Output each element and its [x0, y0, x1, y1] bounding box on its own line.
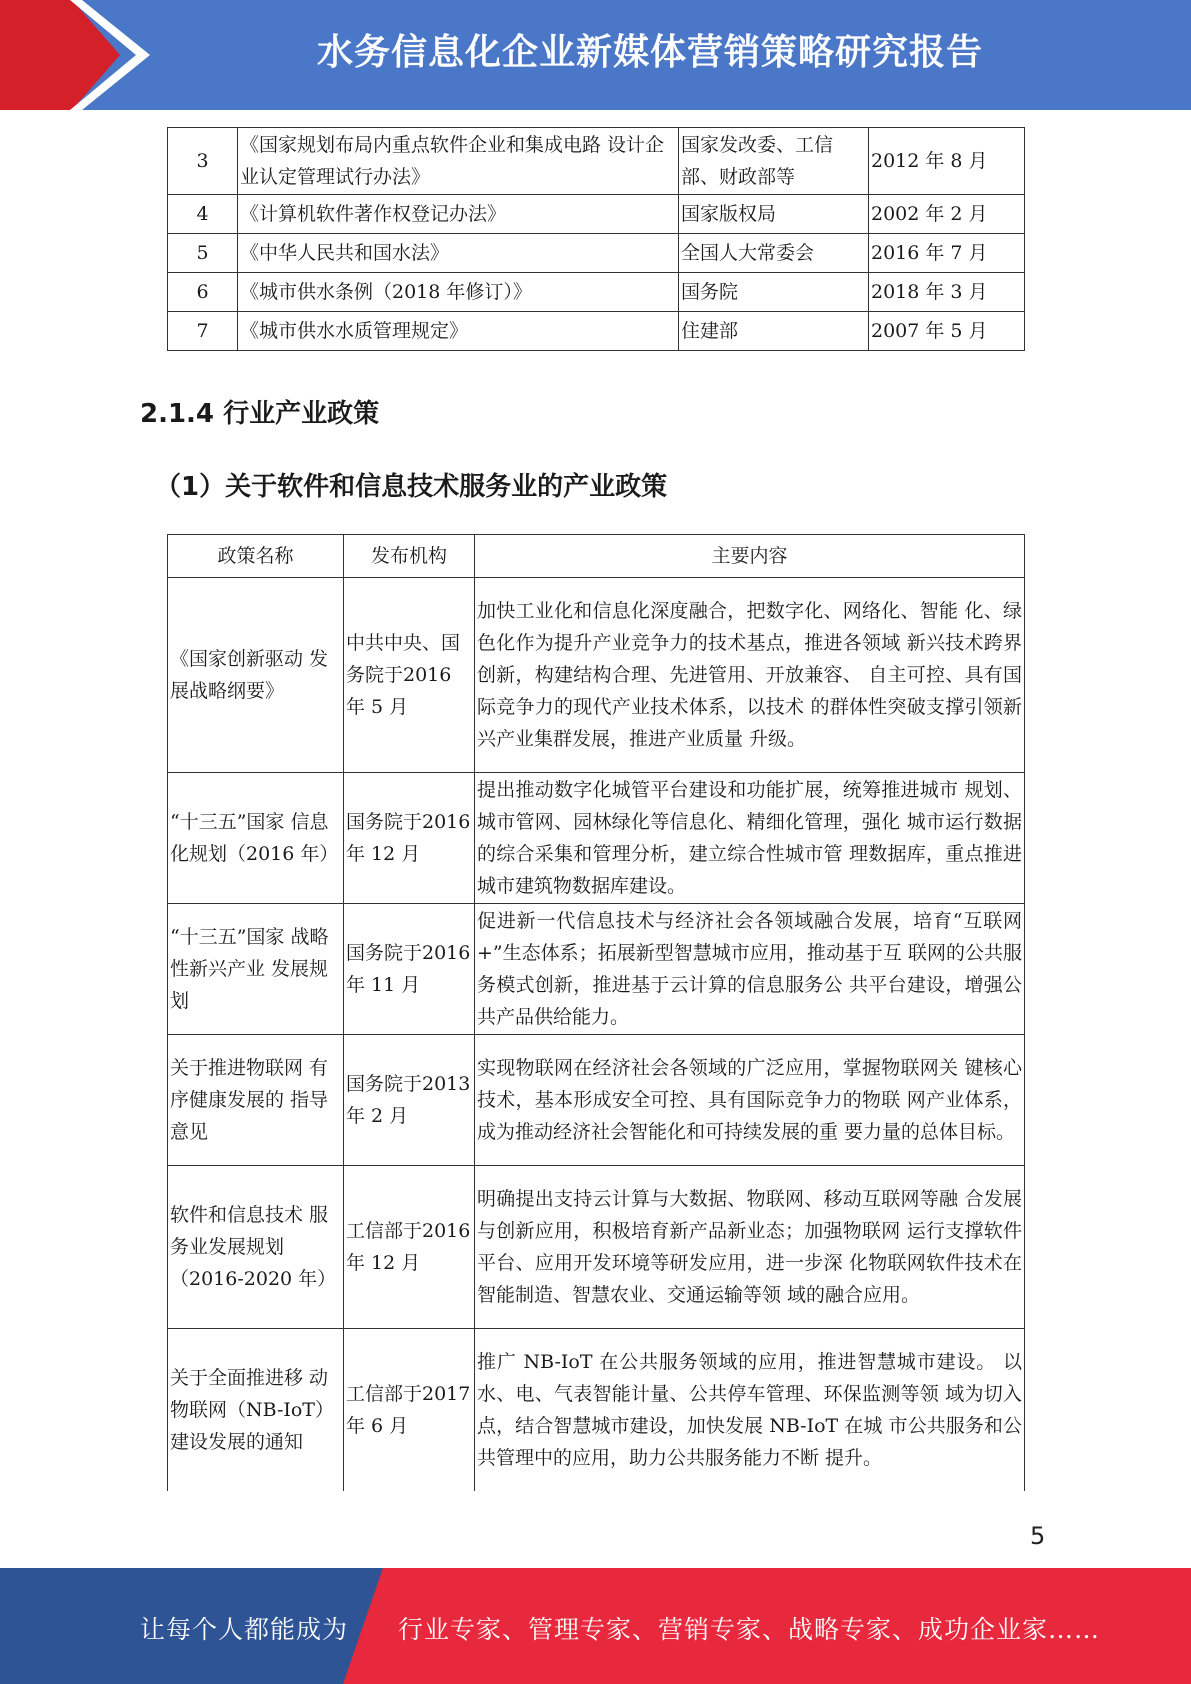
column-header-content: 主要内容	[475, 535, 1025, 578]
table-row	[168, 773, 1025, 904]
table-row	[168, 1329, 1025, 1492]
issue-date: 2002 年 2 月	[869, 195, 1025, 234]
section-heading: 2.1.4 行业产业政策	[140, 399, 380, 429]
document-title: 水务信息化企业新媒体营销策略研究报告	[316, 32, 983, 73]
policy-agency: 国务院于2016 年 11 月	[344, 904, 475, 1035]
table-row	[168, 234, 1025, 273]
footer-slogan-left: 让每个人都能成为	[140, 1615, 349, 1644]
column-header-name: 政策名称	[168, 535, 344, 578]
issue-date: 2018 年 3 月	[869, 273, 1025, 312]
policy-content: 推广 NB-IoT 在公共服务领域的应用，推进智慧城市建设。 以水、电、气表智能计量、公共停车管理、环保监测等领 域为切入点，结合智慧城市建设，加快发展 NB-IoT 在城 市公共服务和公共管理中的应用，助力公共服务能力不断 提升。	[475, 1329, 1025, 1492]
row-number: 7	[168, 312, 238, 351]
policy-name: “十三五”国家 信息化规划（2016 年）	[168, 773, 344, 904]
issuing-agency: 全国人大常委会	[679, 234, 869, 273]
row-number: 4	[168, 195, 238, 234]
row-number: 3	[168, 128, 238, 195]
issue-date: 2016 年 7 月	[869, 234, 1025, 273]
table-header-row	[168, 535, 1025, 578]
policy-table	[167, 534, 1025, 1491]
table-row	[168, 1035, 1025, 1166]
regulation-name: 《国家规划布局内重点软件企业和集成电路 设计企业认定管理试行办法》	[238, 128, 679, 195]
policy-agency: 工信部于2016 年 12 月	[344, 1166, 475, 1329]
policy-content: 提出推动数字化城管平台建设和功能扩展，统筹推进城市 规划、城市管网、园林绿化等信息化、精细化管理，强化 城市运行数据的综合采集和管理分析，建立综合性城市管 理数据库，重点推进城市建筑物数据库建设。	[475, 773, 1025, 904]
policy-agency: 国务院于2013 年 2 月	[344, 1035, 475, 1166]
row-number: 6	[168, 273, 238, 312]
regulations-table	[167, 127, 1025, 351]
table-row	[168, 312, 1025, 351]
policy-content: 促进新一代信息技术与经济社会各领域融合发展，培育“互联网+”生态体系；拓展新型智慧城市应用，推动基于互 联网的公共服务模式创新，推进基于云计算的信息服务公 共平台建设，增强公共产品供给能力。	[475, 904, 1025, 1035]
footer-slogan-right: 行业专家、管理专家、营销专家、战略专家、成功企业家……	[398, 1615, 1101, 1644]
column-header-agency: 发布机构	[344, 535, 475, 578]
issuing-agency: 国务院	[679, 273, 869, 312]
issue-date: 2012 年 8 月	[869, 128, 1025, 195]
regulation-name: 《城市供水条例（2018 年修订）》	[238, 273, 679, 312]
policy-agency: 工信部于2017 年 6 月	[344, 1329, 475, 1492]
subsection-heading: （1）关于软件和信息技术服务业的产业政策	[155, 472, 668, 502]
table-row	[168, 1166, 1025, 1329]
row-number: 5	[168, 234, 238, 273]
issue-date: 2007 年 5 月	[869, 312, 1025, 351]
policy-content: 明确提出支持云计算与大数据、物联网、移动互联网等融 合发展与创新应用，积极培育新产品新业态；加强物联网 运行支撑软件平台、应用开发环境等研发应用，进一步深 化物联网软件技术在智能制造、智慧农业、交通运输等领 域的融合应用。	[475, 1166, 1025, 1329]
policy-agency: 中共中央、国务院于2016 年 5 月	[344, 578, 475, 773]
table-row	[168, 195, 1025, 234]
issuing-agency: 国家版权局	[679, 195, 869, 234]
table-row	[168, 273, 1025, 312]
policy-agency: 国务院于2016 年 12 月	[344, 773, 475, 904]
table-row	[168, 578, 1025, 773]
policy-name: 关于全面推进移 动物联网（NB-IoT）建设发展的通知	[168, 1329, 344, 1492]
issuing-agency: 国家发改委、工信部、财政部等	[679, 128, 869, 195]
policy-name: 《国家创新驱动 发展战略纲要》	[168, 578, 344, 773]
regulation-name: 《计算机软件著作权登记办法》	[238, 195, 679, 234]
regulation-name: 《中华人民共和国水法》	[238, 234, 679, 273]
policy-name: 关于推进物联网 有序健康发展的 指导意见	[168, 1035, 344, 1166]
regulation-name: 《城市供水水质管理规定》	[238, 312, 679, 351]
policy-content: 加快工业化和信息化深度融合，把数字化、网络化、智能 化、绿色化作为提升产业竞争力的技术基点，推进各领域 新兴技术跨界创新，构建结构合理、先进管用、开放兼容、 自主可控、具有国际竞争力的现代产业技术体系，以技术 的群体性突破支撑引领新兴产业集群发展，推进产业质量 升级。	[475, 578, 1025, 773]
policy-name: 软件和信息技术 服务业发展规划（2016-2020 年）	[168, 1166, 344, 1329]
table-row	[168, 904, 1025, 1035]
issuing-agency: 住建部	[679, 312, 869, 351]
policy-content: 实现物联网在经济社会各领域的广泛应用，掌握物联网关 键核心技术，基本形成安全可控、具有国际竞争力的物联 网产业体系，成为推动经济社会智能化和可持续发展的重 要力量的总体目标。	[475, 1035, 1025, 1166]
page-number: 5	[1030, 1522, 1046, 1550]
table-row	[168, 128, 1025, 195]
policy-name: “十三五”国家 战略性新兴产业 发展规划	[168, 904, 344, 1035]
